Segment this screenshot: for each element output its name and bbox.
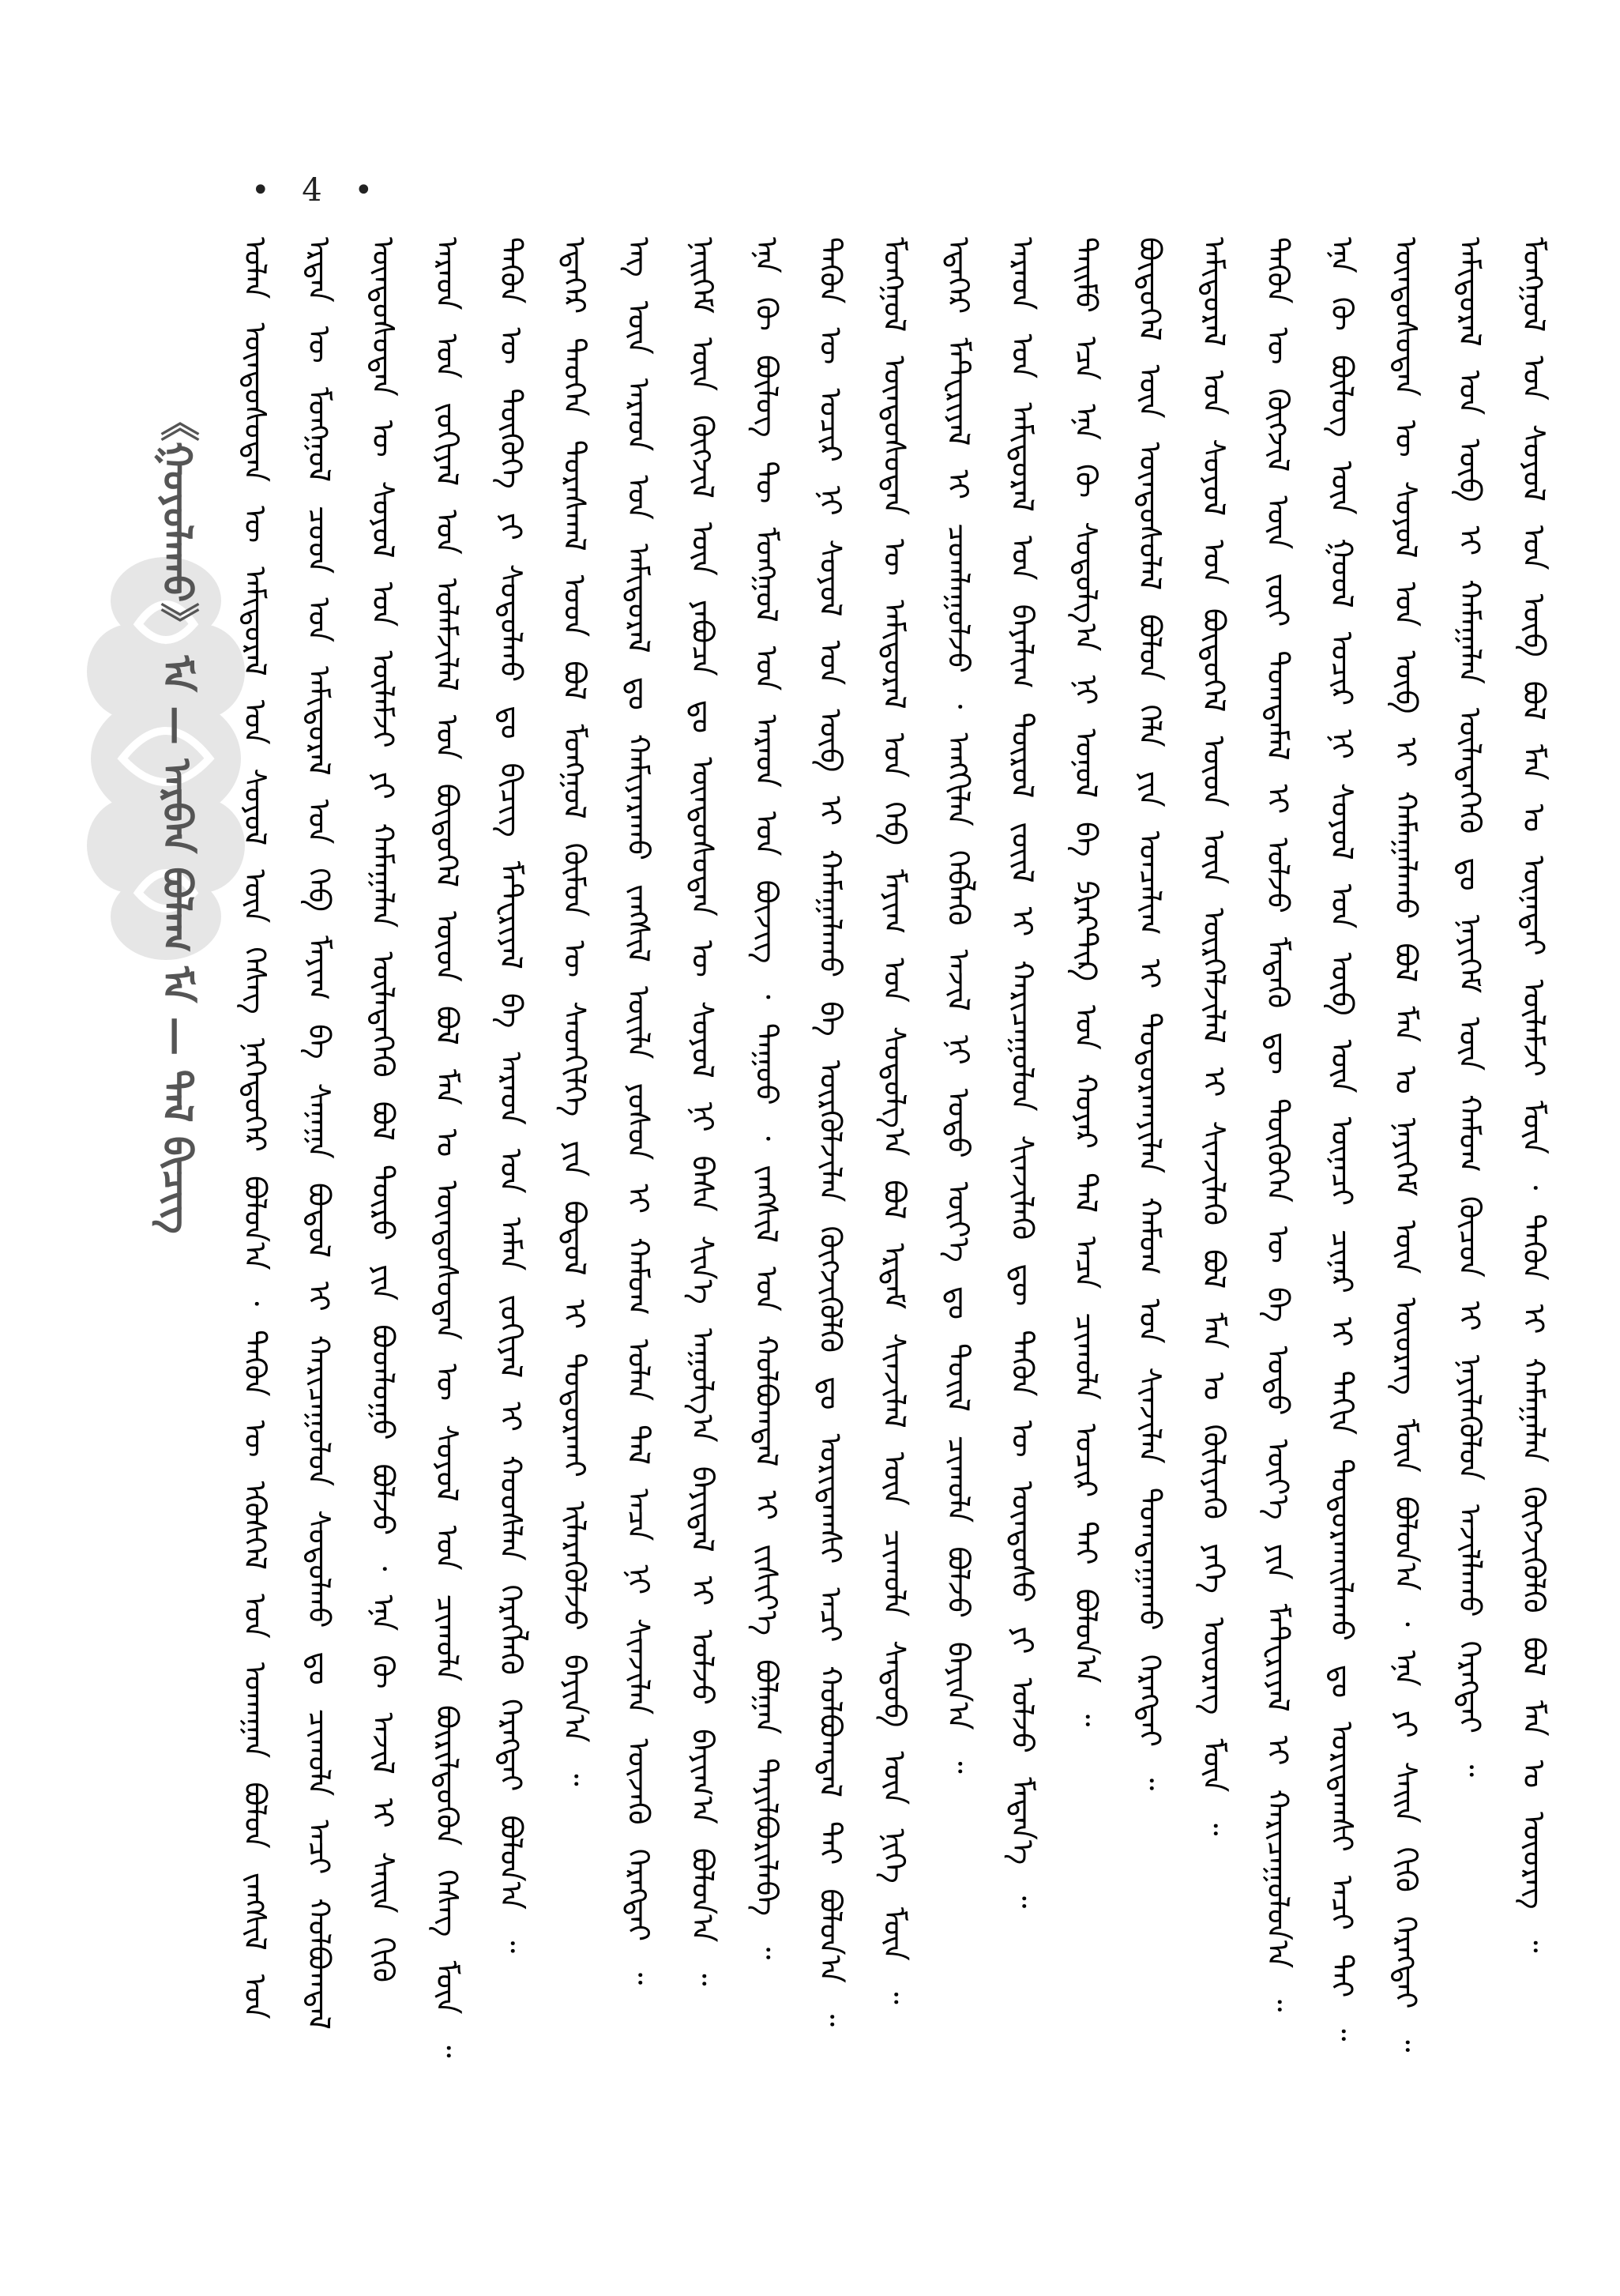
text-column: ᠠᠮᠢᠳᠤᠷᠠᠯ ᠤᠨ ᠰᠤᠶᠤᠯ ᠤᠨ ᠪᠦᠲᠦᠭᠡᠯ ᠦᠳ ᠦᠨ ᠦᠷᠭᠡᠯᠵᠢᠯᠡᠯ ᠢ ᠰᠢᠨᠵᠢᠯᠡᠬᠦ ᠪᠣᠯ ᠮᠠᠨ ᠤ ᠬᠦᠯᠢᠶᠡᠬᠦ ᠶᠡᠬᠡ ᠦᠦᠷᠡᠭ ᠮᠦᠨ ᠃ — [1197, 237, 1232, 1836]
running-head-title: 《ᠭᠤᠶᠤᠯᠠᠬᠤ》 ᠮᠡ — ᠠᠷᠪᠠᠨ ᠪᠤᠯᠠᠭ ᠮᠡ — ᠲᠠᠯ ᠪᠢᠴᠢᠭ — [154, 401, 200, 1234]
text-column: ᠡᠳᠡᠭᠡᠷ ᠮᠠᠲ᠋ᠧᠷᠢᠶᠠᠯ ᠢ ᠴᠤᠭᠯᠠᠭᠤᠯᠵᠤ ᠂ ᠠᠩᠭᠢᠯᠠᠨ ᠬᠡᠪᠯᠡᠬᠦ ᠠᠵᠢᠯ ᠨᠢ ᠣᠳᠣ ᠦᠶ᠎ᠡ ᠳᠤ ᠲᠤᠢᠯ ᠴᠢᠬᠤᠯᠠ ᠪᠣᠯᠵᠤ ᠪᠠᠶᠢᠨ᠎ᠠ ᠃ — [941, 237, 976, 1774]
text-column: ᠡᠨᠡ ᠬᠦ ᠪᠦᠯᠦᠭ ᠲᠦ ᠮᠣᠩᠭᠣᠯ ᠤᠨ ᠠᠷᠠᠳ ᠤᠨ ᠪᠦᠵᠢᠭ ᠂ ᠳᠠᠭᠤᠤ ᠂ ᠵᠠᠩᠰᠢᠯ ᠤᠨ ᠬᠣᠯᠪᠣᠭᠳᠠᠯ ᠢ ᠵᠢᠱᠢᠶ᠎ᠡ ᠪᠣᠯᠭᠠᠨ ᠲᠠᠶᠢᠯᠪᠤᠷᠢᠯᠠᠪᠠ ᠃ — [749, 237, 784, 1960]
text-column: ᠡᠨᠡ ᠬᠦ ᠪᠦᠯᠦᠭ ᠦᠨ ᠭᠣᠣᠯ ᠤᠴᠢᠷ ᠨᠢ ᠰᠣᠶᠣᠯ ᠤᠨ ᠥᠪ ᠦᠨ ᠦᠨᠡᠴᠢ ᠴᠢᠨᠠᠷ ᠢ ᠳᠠᠬᠢᠨ ᠲᠣᠳᠣᠷᠬᠠᠢᠯᠠᠬᠤ ᠳᠤ ᠤᠷᠢᠳᠠᠭᠰᠢ ᠠᠴᠢ ᠲᠠᠶ ᠃ — [1324, 237, 1359, 2042]
page-number: • 4 • — [251, 172, 385, 209]
text-column: ᠠᠷᠠᠳ ᠤᠨ ᠵᠣᠬᠢᠶᠠᠯ ᠤᠨ ᠤᠯᠠᠮᠵᠢᠯᠠᠯ ᠤᠨ ᠪᠦᠲᠦᠭᠡᠯ ᠦᠳ ᠪᠣᠯ ᠮᠠᠨ ᠤ ᠦᠨᠳᠦᠰᠦᠲᠡᠨ ᠦ ᠰᠣᠶᠣᠯ ᠤᠨ ᠴᠢᠬᠤᠯᠠ ᠪᠦᠷᠢᠯᠳᠦᠬᠦᠨ ᠬᠡᠰᠡᠭ ᠮᠦᠨ ᠃ — [429, 237, 464, 2058]
running-head — [118, 340, 213, 1296]
text-column: ᠲᠡᠢᠮᠦ ᠡᠴᠡ ᠡᠨᠡ ᠬᠦ ᠰᠤᠳᠤᠯᠭ᠎ᠠ ᠨᠢ ᠣᠨᠣᠯ ᠪᠠ ᠫᠷᠠᠺᠲ᠋ᠢᠺ ᠤᠨ ᠬᠣᠶᠠᠷ ᠲᠠᠯ ᠠᠴᠠ ᠴᠢᠬᠤᠯᠠ ᠤᠴᠢᠷ ᠲᠠᠶ ᠪᠣᠯᠤᠨ᠎ᠠ ᠃ — [1069, 237, 1104, 1727]
text-column: ᠮᠣᠩᠭᠣᠯ ᠤᠨ ᠰᠣᠶᠣᠯ ᠤᠨ ᠦᠪ ᠪᠣᠯ ᠮᠠᠨ ᠤ ᠦᠨᠡᠲᠡᠢ ᠦᠯᠡᠮᠵᠢ ᠮᠦᠨ ᠂ ᠲᠡᠭᠦᠨ ᠢ ᠬᠠᠮᠠᠭᠠᠯᠠᠨ ᠬᠥᠭᠵᠢᠭᠦᠯᠬᠦ ᠪᠣᠯ ᠮᠠᠨ ᠤ ᠦᠦᠷᠡᠭ ᠃ — [1516, 237, 1551, 1953]
text-column: ᠦᠨᠳᠦᠰᠦᠲᠡᠨ ᠦ ᠰᠤᠶᠤᠯ ᠤᠨ ᠥᠪ ᠢ ᠬᠠᠮᠠᠭᠠᠯᠠᠬᠤ ᠪᠣᠯ ᠮᠠᠨ ᠤ ᠨᠡᠶᠢᠭᠡᠮ ᠦᠨ ᠦᠦᠷᠡᠭ ᠮᠦᠨ ᠪᠣᠯᠤᠨ᠎ᠠ ᠂ ᠡᠨᠡ ᠶᠢ ᠰᠠᠢᠨ ᠬᠢᠬᠦ ᠬᠡᠷᠡᠭᠲᠡᠢ ᠃ — [1388, 237, 1423, 2053]
text-column: ᠨᠡᠢᠭᠡᠮ ᠦᠨ ᠬᠥᠭᠵᠢᠯ ᠦᠨ ᠶᠠᠪᠤᠴᠠ ᠳᠤ ᠦᠨᠳᠦᠰᠦᠲᠡᠨ ᠦ ᠰᠣᠶᠣᠯ ᠨᠢ ᠪᠠᠰᠠ ᠰᠢᠨ᠎ᠡ ᠠᠭᠤᠯᠭ᠎ᠠ ᠪᠠᠶᠢᠳᠠᠯ ᠢ ᠣᠯᠵᠤ ᠪᠠᠶᠢᠭ᠎ᠠ ᠪᠣᠯᠤᠨ᠎ᠠ ᠃ — [685, 237, 720, 1986]
text-column: ᠡᠳᠡᠭᠡᠷ ᠲᠡᠤᠬᠡᠨ ᠳᠤᠷᠠᠰᠬᠠᠯ ᠤᠳ ᠪᠣᠯ ᠮᠣᠩᠭᠣᠯ ᠬᠦᠮᠦᠨ ᠦ ᠰᠡᠳᠬᠢᠯᠭᠡ ᠶᠢᠨ ᠪᠣᠳᠣᠯ ᠢ ᠲᠣᠳᠣᠷᠬᠠᠢ ᠢᠯᠡᠷᠡᠭᠦᠯᠵᠦ ᠪᠠᠶᠢᠨ᠎ᠠ ᠃ — [557, 237, 592, 1786]
text-column: ᠦᠨᠳᠦᠰᠦᠲᠡᠨ ᠦ ᠰᠤᠶᠤᠯ ᠤᠨ ᠦᠯᠡᠮᠵᠢ ᠶᠢ ᠬᠠᠮᠠᠭᠠᠯᠠᠨ ᠦᠯᠡᠳᠡᠭᠡᠬᠦ ᠪᠣᠯ ᠲᠦᠷᠦ ᠶᠢᠨ ᠪᠣᠳᠯᠣᠭᠣ ᠪᠣᠯᠵᠤ ᠂ ᠡᠨᠡ ᠬᠦ ᠠᠵᠢᠯ ᠢ ᠰᠠᠢᠨ ᠬᠢᠬᠦ — [365, 237, 400, 1983]
text-column: ᠪᠦᠲᠦᠭᠡᠯ ᠦᠨ ᠦᠨᠳᠦᠰᠦᠯᠡᠯ ᠪᠣᠯᠤᠨ ᠬᠡᠯᠡ ᠶᠢᠨ ᠣᠨᠴᠠᠯᠢᠭ ᠢ ᠲᠣᠳᠣᠷᠬᠠᠶᠢᠯᠠᠨ ᠬᠠᠮᠤᠭ ᠤᠨ ᠰᠢᠨᠵᠢᠯᠡᠨ ᠲᠣᠭᠲᠠᠭᠠᠬᠤ ᠬᠡᠷᠡᠭᠲᠡᠢ ᠃ — [1133, 237, 1168, 1791]
text-column: ᠡᠩ ᠦᠨ ᠠᠷᠠᠳ ᠤᠨ ᠠᠮᠢᠳᠤᠷᠠᠯ ᠳᠤ ᠬᠠᠮᠢᠶᠠᠷᠠᠬᠤ ᠵᠠᠩᠰᠢᠯ ᠦᠢᠯᠡ ᠶᠤᠰᠤᠨ ᠢ ᠬᠠᠮᠤᠭ ᠣᠯᠠᠨ ᠲᠠᠯ ᠠᠴᠠ ᠨᠢ ᠰᠢᠨᠵᠢᠯᠡᠨ ᠦᠵᠡᠬᠦ ᠬᠡᠷᠡᠭᠲᠡᠢ ᠃ — [621, 237, 656, 1985]
text-column: ᠲᠡᠭᠦᠨ ᠦ ᠲᠦᠭᠦᠬᠡ ᠶᠢ ᠰᠤᠳᠤᠯᠬᠤ ᠳᠤ ᠪᠢᠴᠢᠭ ᠮᠠᠲ᠋ᠧᠷᠢᠶᠠᠯ ᠪᠠ ᠠᠷᠠᠳ ᠤᠨ ᠠᠮᠠᠨ ᠵᠣᠬᠢᠶᠠᠯ ᠢ ᠬᠣᠣᠰᠯᠠᠨ ᠬᠡᠷᠡᠭᠯᠡᠬᠦ ᠬᠡᠷᠡᠭᠲᠡᠢ ᠪᠣᠯᠤᠨ᠎ᠠ ᠃ — [493, 237, 528, 1954]
text-column: ᠠᠷᠠᠳ ᠤᠨ ᠠᠮᠢᠳᠤᠷᠠᠯ ᠤᠨ ᠪᠠᠶᠠᠯᠢᠭ ᠲᠦᠷᠦᠯ ᠵᠦᠢᠯ ᠢ ᠬᠠᠷᠢᠴᠠᠭᠤᠯᠤᠨ ᠰᠢᠨᠵᠢᠯᠡᠬᠦ ᠳᠦ ᠲᠡᠭᠦᠨ ᠦ ᠦᠨᠳᠦᠰᠦ ᠶᠢ ᠣᠯᠵᠤ ᠮᠡᠳᠡᠨ᠎ᠡ ᠃ — [1005, 237, 1040, 1909]
text-column: ᠲᠡᠭᠦᠨ ᠦ ᠤᠴᠢᠷ ᠨᠢ ᠰᠣᠶᠣᠯ ᠤᠨ ᠥᠪ ᠢ ᠬᠠᠮᠠᠭᠠᠯᠠᠬᠤ ᠪᠠ ᠦᠷᠬᠦᠯᠵᠢᠯᠡᠨ ᠬᠥᠭᠵᠢᠭᠦᠯᠬᠦ ᠳᠤ ᠤᠷᠢᠳᠠᠭᠰᠢ ᠠᠴᠢ ᠬᠣᠯᠪᠣᠭᠳᠠᠯ ᠲᠠᠶ ᠪᠣᠯᠤᠨ᠎ᠠ ᠃ — [813, 237, 848, 2027]
text-column: ᠲᠡᠭᠦᠨ ᠦ ᠬᠥᠭᠵᠢᠯ ᠦᠨ ᠵᠦᠢ ᠲᠤᠭᠲᠠᠮᠠᠯ ᠢ ᠣᠯᠵᠤ ᠮᠡᠳᠡᠬᠦ ᠳᠦ ᠲᠦᠭᠦᠬᠡᠨ ᠦ ᠪᠠ ᠣᠳᠣ ᠦᠶ᠎ᠡ ᠶᠢᠨ ᠮᠠᠲ᠋ᠧᠷᠢᠶᠠᠯ ᠢ ᠬᠠᠷᠢᠴᠠᠭᠤᠯᠤᠨ᠎ᠠ ᠃ — [1261, 237, 1295, 2012]
text-column: ᠣᠯᠠᠨ ᠦᠨᠳᠦᠰᠦᠲᠡᠨ ᠦ ᠠᠮᠢᠳᠤᠷᠠᠯ ᠤᠨ ᠰᠤᠶᠤᠯ ᠦᠨ ᠬᠡᠰᠡᠭ ᠨᠡᠭᠡᠳᠦᠭᠡᠷ ᠪᠣᠯᠤᠨ᠎ᠠ ᠂ ᠲᠡᠭᠦᠨ ᠦ ᠡᠭᠦᠰᠭᠡᠯ ᠤᠨ ᠤᠬᠠᠭᠠᠨ ᠪᠣᠯᠤᠨ ᠵᠠᠩᠰᠢᠯ ᠤᠨ — [238, 237, 273, 2019]
text-column: ᠮᠣᠩᠭᠣᠯ ᠦᠨᠳᠦᠰᠦᠲᠡᠨ ᠦ ᠠᠮᠢᠳᠤᠷᠠᠯ ᠤᠨ ᠬᠡᠪ ᠮᠠᠶᠢᠭ ᠤᠨ ᠰᠤᠳᠤᠯᠭ᠎ᠠ ᠪᠣᠯ ᠡᠷᠳᠡᠮ ᠰᠢᠨᠵᠢᠯᠡᠯ ᠦᠨ ᠴᠢᠬᠤᠯᠠ ᠰᠡᠳᠦᠪ ᠦᠨ ᠨᠢᠭᠡ ᠮᠦᠨ ᠃ — [877, 237, 912, 2004]
text-column: ᠡᠷᠲᠡᠨ ᠦ ᠮᠣᠩᠭᠣᠯ ᠴᠤᠳ ᠤᠨ ᠠᠮᠢᠳᠤᠷᠠᠯ ᠤᠨ ᠬᠡᠪ ᠮᠠᠶᠢᠭ ᠪᠠ ᠰᠠᠨᠠᠭᠠ ᠪᠣᠳᠤᠯ ᠢ ᠬᠠᠷᠢᠴᠠᠭᠤᠯᠤᠨ ᠰᠤᠳᠤᠯᠬᠤ ᠳᠤ ᠴᠢᠬᠤᠯᠠ ᠠᠴᠢ ᠬᠣᠯᠪᠣᠭᠳᠠᠯ — [301, 237, 336, 2030]
body-text — [233, 237, 1556, 2070]
text-column: ᠠᠮᠢᠳᠤᠷᠠᠯ ᠤᠨ ᠥᠪ ᠢ ᠬᠠᠮᠠᠭᠠᠯᠠᠨ ᠦᠯᠡᠳᠡᠭᠡᠬᠦ ᠳᠤ ᠨᠡᠶᠢᠭᠡᠮ ᠦᠨ ᠬᠠᠮᠤᠭ ᠬᠦᠴᠦᠨ ᠢ ᠨᠡᠶᠢᠯᠡᠭᠦᠯᠦᠨ ᠠᠵᠢᠯᠯᠠᠬᠤ ᠬᠡᠷᠡᠭᠲᠡᠢ ᠃ — [1452, 237, 1487, 1777]
